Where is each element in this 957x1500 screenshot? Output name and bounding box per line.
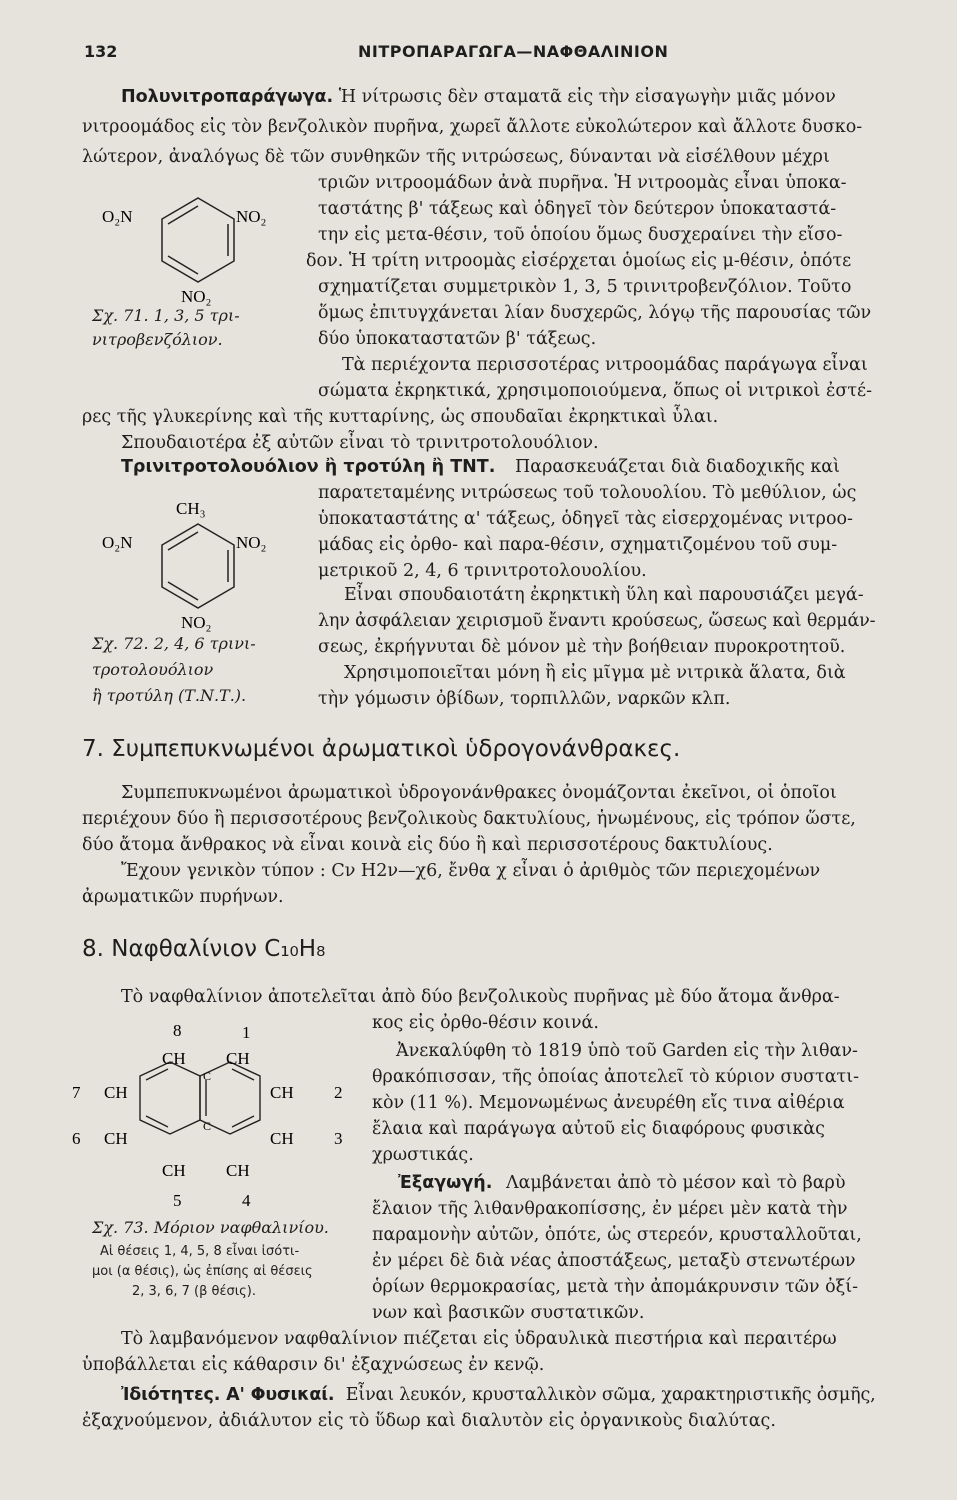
paragraph-line: ἔλαιον τῆς λιθανθρακοπίσσης, ἐν μέρει μὲν κατὰ τὴν — [372, 1199, 848, 1219]
paragraph-line: Σπουδαιοτέρα ἐξ αὐτῶν εἶναι τὸ τρινιτροτολουόλιον. — [121, 433, 599, 453]
position-1: 1 — [242, 1023, 251, 1042]
position-5: 5 — [173, 1191, 182, 1210]
trinitrobenzene-structure — [84, 190, 314, 310]
paragraph-line: παρατεταμένης νιτρώσεως τοῦ τολουολίου. Τὸ μεθύλιον, ὡς — [318, 483, 857, 503]
ch-3: CH — [270, 1129, 294, 1148]
figure-note: Αἱ θέσεις 1, 4, 5, 8 εἶναι ἰσότι- — [100, 1244, 300, 1259]
section-title-7: 7. Συμπεπυκνωμένοι ἀρωματικοὶ ὑδρογονάνθρακες. — [82, 736, 681, 762]
paragraph-line: τριῶν νιτροομάδων ἀνὰ πυρῆνα. Ἡ νιτροομὰς εἶναι ὑποκα- — [318, 173, 847, 193]
paragraph-line: ὁρίων θερμοκρασίας, μετὰ τὴν ἀπομάκρυνσιν τῶν ὀξί- — [372, 1277, 859, 1297]
position-6: 6 — [72, 1129, 81, 1148]
substituent-left: O₂N — [102, 207, 133, 226]
position-8: 8 — [173, 1021, 182, 1040]
paragraph-line: Πολυνιτροπαράγωγα. Ἡ νίτρωσις δὲν σταματᾶ εἰς τὴν εἰσαγωγὴν μιᾶς μόνον — [121, 87, 836, 107]
paragraph-line: ὅμως ἐπιτυγχάνεται λίαν δυσχερῶς, λόγῳ τῆς παρουσίας τῶν — [318, 303, 872, 323]
ch-7: CH — [104, 1083, 128, 1102]
ch-4: CH — [226, 1161, 250, 1180]
position-2: 2 — [334, 1083, 343, 1102]
paragraph-line: κος εἰς ὀρθο-θέσιν κοινά. — [372, 1013, 599, 1033]
figure-note: μοι (α θέσις), ὡς ἐπίσης αἱ θέσεις — [92, 1264, 313, 1279]
figure-caption: Σχ. 73. Μόριον ναφθαλινίου. — [92, 1218, 329, 1237]
paragraph-line: Τὸ λαμβανόμενον ναφθαλίνιον πιέζεται εἰς ὑδραυλικὰ πιεστήρια καὶ περαιτέρω — [121, 1329, 837, 1349]
paragraph-line: ρες τῆς γλυκερίνης καὶ τῆς κυτταρίνης, ὡς σπουδαῖαι ἐκρηκτικαὶ ὗλαι. — [82, 407, 719, 427]
section-title-8: 8. Ναφθαλίνιον C₁₀H₈ — [82, 936, 326, 962]
paragraph-line: Χρησιμοποιεῖται μόνη ἢ εἰς μῖγμα μὲ νιτρικὰ ἅλατα, διὰ — [344, 663, 846, 683]
paragraph-line: μάδας εἰς ὀρθο- καὶ παρα-θέσιν, σχηματιζομένου τοῦ συμ- — [318, 535, 838, 555]
paragraph-line: ἀρωματικῶν πυρήνων. — [82, 887, 284, 907]
position-7: 7 — [72, 1083, 81, 1102]
subsection-heading: Ἐξαγωγή. — [398, 1173, 493, 1193]
section-heading: Τρινιτροτολουόλιον ἢ τροτύλη ἢ ΤΝΤ. — [121, 457, 496, 477]
paragraph-line: ἐν μέρει δὲ διὰ νέας ἀποστάξεως, μεταξὺ στενωτέρων — [372, 1251, 856, 1271]
c-lower: C — [203, 1119, 212, 1133]
paragraph-line: Εἶναι σπουδαιοτάτη ἐκρηκτικὴ ὕλη καὶ παρουσιάζει μεγά- — [344, 585, 864, 605]
ch-1: CH — [226, 1049, 250, 1068]
paragraph-line: δύο ὑποκαταστατῶν β' τάξεως. — [318, 329, 597, 349]
figure-caption: τροτολουόλιον — [92, 660, 214, 679]
paragraph-line: δύο ἄτομα ἄνθρακος νὰ εἶναι κοινὰ εἰς δύο ἢ καὶ περισσοτέρους δακτυλίους. — [82, 835, 773, 855]
figure-caption: Σχ. 72. 2, 4, 6 τρινι- — [92, 634, 256, 653]
paragraph-line: νων καὶ βασικῶν συστατικῶν. — [372, 1303, 645, 1323]
paragraph-line: ὑποκαταστάτης α' τάξεως, ὁδηγεῖ τὰς εἰσερχομένας νιτροο- — [318, 509, 853, 529]
paragraph-line: κὸν (11 %). Μεμονωμένως ἀνευρέθη εἴς τινα αἰθέρια — [372, 1093, 845, 1113]
paragraph-line: λην ἀσφάλειαν χειρισμοῦ ἔναντι κρούσεως, ὥσεως καὶ θερμάν- — [318, 611, 876, 631]
figure-caption: ἢ τροτύλη (Τ.Ν.Τ.). — [92, 686, 247, 705]
paragraph-line: περιέχουν δύο ἢ περισσοτέρους βενζολικοὺς δακτυλίους, ἡνωμένους, εἰς τρόπον ὥστε, — [82, 809, 856, 829]
paragraph-line: Ἐξαγωγή. Λαμβάνεται ἀπὸ τὸ μέσον καὶ τὸ βαρὺ — [398, 1173, 846, 1193]
substituent-top: CH₃ — [176, 499, 206, 518]
paragraph-line: Τὸ ναφθαλίνιον ἀποτελεῖται ἀπὸ δύο βενζολικοὺς πυρῆνας μὲ δύο ἄτομα ἄνθρα- — [121, 987, 840, 1007]
paragraph-line: τὴν γόμωσιν ὀβίδων, τορπιλλῶν, ναρκῶν κλπ. — [318, 689, 731, 709]
paragraph-line: σεως, ἐκρήγνυται δὲ μόνον μὲ τὴν βοήθειαν πυροκροτητοῦ. — [318, 637, 846, 657]
paragraph-line: σχηματίζεται συμμετρικὸν 1, 3, 5 τρινιτροβενζόλιον. Τοῦτο — [318, 277, 852, 297]
paragraph-line: Ἰδιότητες. Α' Φυσικαί. Εἶναι λευκόν, κρυσταλλικὸν σῶμα, χαρακτηριστικῆς ὀσμῆς, — [121, 1385, 876, 1405]
paragraph-line: Ἔχουν γενικὸν τύπον : Cν H2ν—χ6, ἔνθα χ εἶναι ὁ ἀριθμὸς τῶν περιεχομένων — [121, 861, 821, 881]
paragraph-line: την εἰς μετα-θέσιν, τοῦ ὁποίου ὅμως δυσχεραίνει τὴν εἴσο- — [318, 225, 843, 245]
figure-note: 2, 3, 6, 7 (β θέσις). — [132, 1284, 256, 1299]
paragraph-line: Ἀνεκαλύφθη τὸ 1819 ὑπὸ τοῦ Garden εἰς τὴν λιθαν- — [396, 1041, 858, 1061]
paragraph-line: Τὰ περιέχοντα περισσοτέρας νιτροομάδας παράγωγα εἶναι — [342, 355, 868, 375]
running-title: ΝΙΤΡΟΠΑΡΑΓΩΓΑ—ΝΑΦΘΑΛΙΝΙΟΝ — [358, 42, 669, 61]
paragraph-line: Τρινιτροτολουόλιον ἢ τροτύλη ἢ ΤΝΤ. Παρασκευάζεται διὰ διαδοχικῆς καὶ — [121, 457, 840, 477]
substituent-left: O₂N — [102, 533, 133, 552]
substituent-bottom: NO₂ — [181, 613, 212, 632]
paragraph-line: μετρικοῦ 2, 4, 6 τρινιτροτολουολίου. — [318, 561, 647, 581]
paragraph-line: ἔλαια καὶ παράγωγα αὐτοῦ εἰς διαφόρους φυσικὰς — [372, 1119, 825, 1139]
substituent-right: NO₂ — [236, 207, 267, 226]
paragraph-line: χρωστικάς. — [372, 1145, 474, 1165]
paragraph-line: ἐξαχνούμενον, ἀδιάλυτον εἰς τὸ ὕδωρ καὶ διαλυτὸν εἰς ὀργανικοὺς διαλύτας. — [82, 1411, 776, 1431]
paragraph-line: Συμπεπυκνωμένοι ἀρωματικοὶ ὑδρογονάνθρακες ὀνομάζονται ἐκεῖνοι, οἱ ὁποῖοι — [121, 783, 837, 803]
ch-6: CH — [104, 1129, 128, 1148]
paragraph-line: ταστάτης β' τάξεως καὶ ὁδηγεῖ τὸν δεύτερον ὑποκαταστά- — [318, 199, 837, 219]
substituent-bottom: NO₂ — [181, 287, 212, 306]
tnt-structure — [84, 494, 314, 634]
ch-5: CH — [162, 1161, 186, 1180]
subsection-heading: Ἰδιότητες. Α' Φυσικαί. — [121, 1385, 335, 1405]
naphthalene-structure — [60, 1016, 370, 1216]
paragraph-line: δον. Ἡ τρίτη νιτροομὰς εἰσέρχεται ὁμοίως εἰς μ-θέσιν, ὁπότε — [306, 251, 852, 271]
paragraph-line: θρακόπισσαν, τῆς ὁποίας ἀποτελεῖ τὸ κύριον συστατι- — [372, 1067, 860, 1087]
paragraph-line: νιτροομάδος εἰς τὸν βενζολικὸν πυρῆνα, χωρεῖ ἄλλοτε εὐκολώτερον καὶ ἄλλοτε δυσκο- — [82, 117, 863, 137]
figure-caption: Σχ. 71. 1, 3, 5 τρι- — [92, 306, 240, 325]
paragraph-line: παραμονὴν αὐτῶν, ὁπότε, ὡς στερεόν, κρυσταλλοῦται, — [372, 1225, 862, 1245]
section-heading: Πολυνιτροπαράγωγα. — [121, 87, 334, 107]
ch-8: CH — [162, 1049, 186, 1068]
paragraph-line: ὑποβάλλεται εἰς κάθαρσιν δι' ἐξαχνώσεως ἐν κενῷ. — [82, 1355, 545, 1375]
position-4: 4 — [242, 1191, 251, 1210]
paragraph-line: λώτερον, ἀναλόγως δὲ τῶν συνθηκῶν τῆς νιτρώσεως, δύνανται νὰ εἰσέλθουν μέχρι — [82, 147, 830, 167]
figure-caption: νιτροβενζόλιον. — [92, 330, 223, 349]
paragraph-line: σώματα ἐκρηκτικά, χρησιμοποιούμενα, ὅπως οἱ νιτρικοὶ ἐστέ- — [318, 381, 872, 401]
position-3: 3 — [334, 1129, 343, 1148]
substituent-right: NO₂ — [236, 533, 267, 552]
ch-2: CH — [270, 1083, 294, 1102]
c-upper: C — [203, 1069, 212, 1083]
page-number: 132 — [84, 42, 118, 61]
